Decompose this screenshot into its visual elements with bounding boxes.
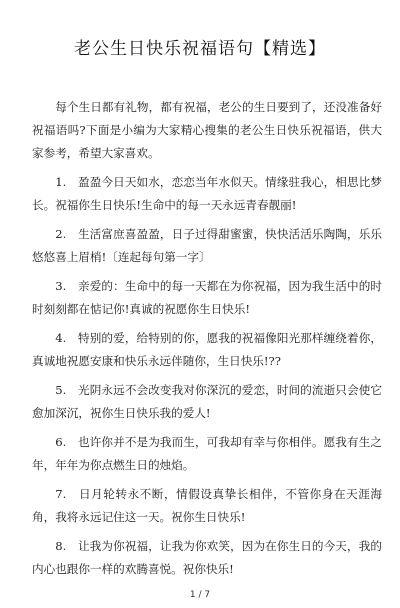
page-title: 老公生日快乐祝福语句【精选】 bbox=[74, 39, 326, 59]
intro-paragraph: 每个生日都有礼物，都有祝福，老公的生日要到了，还没准备好祝福语吗?下面是小编为大家精心搜集的老公生日快乐祝福语，供大家参考，希望大家喜欢。 bbox=[32, 100, 382, 161]
list-item: 5. 光阴永远不会改变我对你深沉的爱恋，时间的流逝只会使它愈加深沉，祝你生日快乐我的爱人! bbox=[32, 383, 382, 421]
list-item: 6. 也许你并不是为我而生，可我却有幸与你相伴。愿我有生之年，年年为你点燃生日的烛焰。 bbox=[32, 435, 382, 473]
list-item: 7. 日月轮转永不断，情假设真挚长相伴，不管你身在天涯海角，我将永远记住这一天。祝你生日快乐! bbox=[32, 487, 382, 525]
page-number: 1 / 7 bbox=[189, 590, 211, 600]
list-item: 3. 亲爱的：生命中的每一天都在为你祝福，因为我生活中的时时刻刻都在惦记你!真诚的祝愿你生日快乐! bbox=[32, 279, 382, 317]
list-item: 4. 特别的爱，给特别的你，愿我的祝福像阳光那样缠绕着你，真诚地祝愿安康和快乐永远伴随你，生日快乐!?? bbox=[32, 331, 382, 369]
list-item: 1. 盈盈今日天如水，恋恋当年水似天。情缘驻我心，相思比梦长。祝福你生日快乐!生命中的每一天永远青春靓丽! bbox=[32, 175, 382, 213]
list-item: 8. 让我为你祝福，让我为你欢笑，因为在你生日的今天，我的内心也跟你一样的欢腾喜悦。祝你快乐! bbox=[32, 539, 382, 577]
document-body bbox=[32, 96, 382, 587]
list-item: 2. 生活富庶喜盈盈，日子过得甜蜜蜜，快快活活乐陶陶，乐乐悠悠喜上眉梢!〔连起每句第一字〕 bbox=[32, 227, 382, 265]
